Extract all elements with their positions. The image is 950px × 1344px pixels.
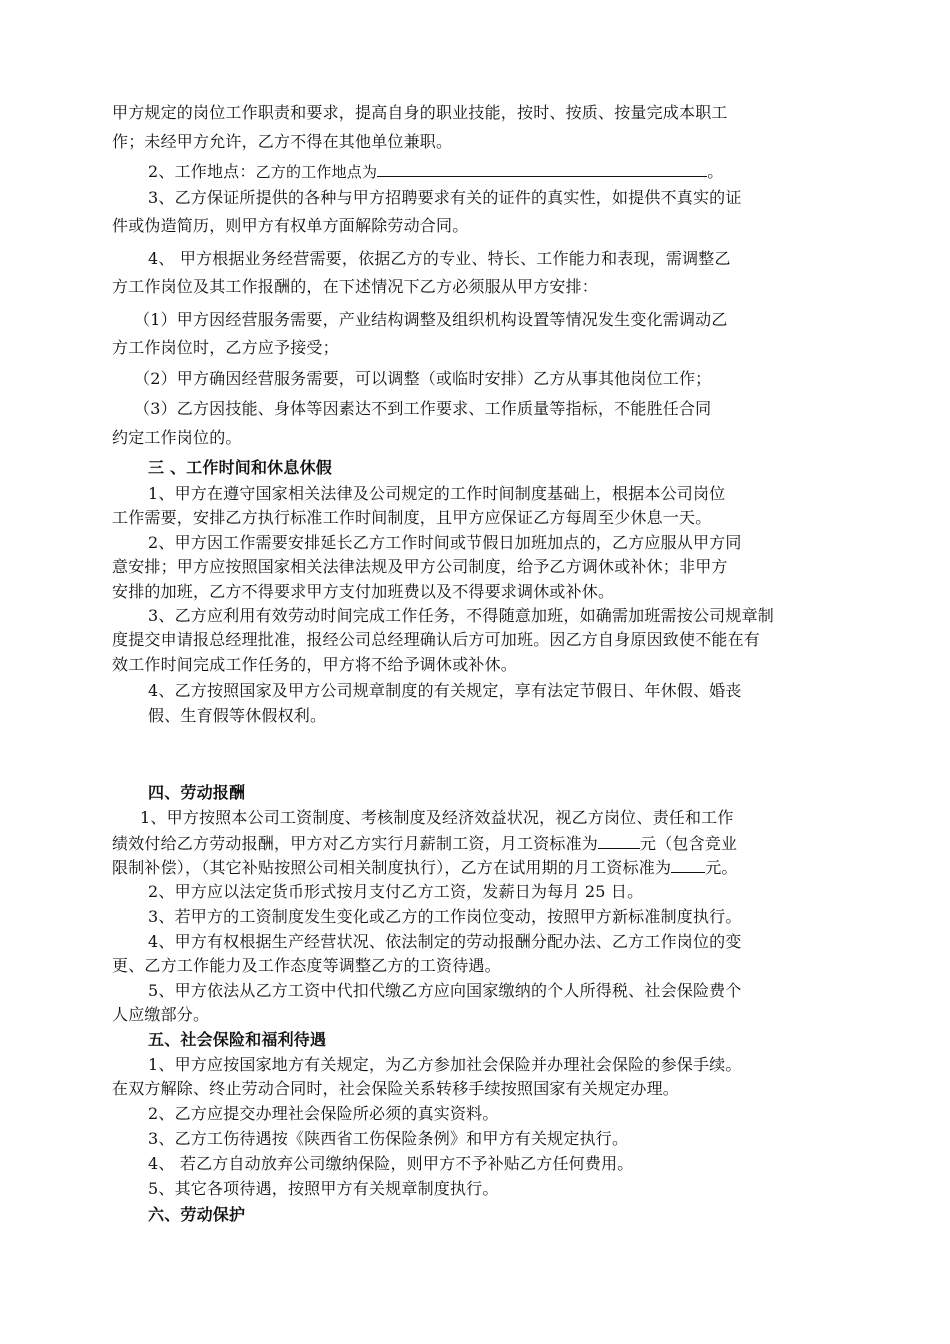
paragraph-line: 效工作时间完成工作任务的，甲方将不给予调休或补休。 bbox=[112, 655, 518, 674]
section-heading: 四、劳动报酬 bbox=[148, 783, 246, 802]
paragraph-line: 1、甲方在遵守国家相关法律及公司规定的工作时间制度基础上，根据本公司岗位 bbox=[148, 484, 726, 503]
paragraph-line: 在双方解除、终止劳动合同时，社会保险关系转移手续按照国家有关规定办理。 bbox=[112, 1079, 680, 1098]
paragraph-line: 安排的加班，乙方不得要求甲方支付加班费以及不得要求调休或补休。 bbox=[112, 582, 615, 601]
list-item: （3）乙方因技能、身体等因素达不到工作要求、工作质量等指标，不能胜任合同 bbox=[134, 399, 712, 418]
paragraph-line: 2、乙方应提交办理社会保险所必须的真实资料。 bbox=[148, 1104, 499, 1123]
paragraph-line: 工作需要，安排乙方执行标准工作时间制度，且甲方应保证乙方每周至少休息一天。 bbox=[112, 508, 712, 527]
paragraph-line: 1、甲方应按国家地方有关规定，为乙方参加社会保险并办理社会保险的参保手续。 bbox=[148, 1055, 742, 1074]
list-item: 约定工作岗位的。 bbox=[112, 428, 242, 447]
paragraph-line: 5、其它各项待遇，按照甲方有关规章制度执行。 bbox=[148, 1179, 499, 1198]
paragraph-line: 4、 甲方根据业务经营需要，依据乙方的专业、特长、工作能力和表现，需调整乙 bbox=[148, 249, 731, 268]
paragraph-line: 4、乙方按照国家及甲方公司规章制度的有关规定，享有法定节假日、年休假、婚丧 bbox=[148, 681, 742, 700]
paragraph-line: 3、若甲方的工资制度发生变化或乙方的工作岗位变动，按照甲方新标准制度执行。 bbox=[148, 907, 742, 926]
paragraph-line: 方工作岗位及其工作报酬的，在下述情况下乙方必须服从甲方安排： bbox=[112, 277, 599, 296]
probation-salary-blank[interactable] bbox=[671, 856, 705, 873]
paragraph-line: 人应缴部分。 bbox=[112, 1005, 210, 1024]
paragraph-line: 度提交申请报总经理批准，报经公司总经理确认后方可加班。因乙方自身原因致使不能在有 bbox=[112, 630, 761, 649]
section-heading: 三 、工作时间和休息休假 bbox=[148, 458, 332, 477]
paragraph-line: 甲方规定的岗位工作职责和要求，提高自身的职业技能，按时、按质、按量完成本职工 bbox=[112, 103, 728, 122]
paragraph-line: 2、甲方应以法定货币形式按月支付乙方工资，发薪日为每月 25 日。 bbox=[148, 882, 644, 901]
paragraph-line: 5、甲方依法从乙方工资中代扣代缴乙方应向国家缴纳的个人所得税、社会保险费个 bbox=[148, 981, 742, 1000]
section-heading: 五、社会保险和福利待遇 bbox=[148, 1030, 327, 1049]
salary-text: 元（包含竞业 bbox=[640, 834, 738, 853]
list-item: （2）甲方确因经营服务需要，可以调整（或临时安排）乙方从事其他岗位工作； bbox=[134, 369, 712, 388]
list-item: （1）甲方因经营服务需要，产业结构调整及组织机构设置等情况发生变化需调动乙 bbox=[134, 310, 728, 329]
paragraph-line: 3、乙方保证所提供的各种与甲方招聘要求有关的证件的真实性，如提供不真实的证 bbox=[148, 188, 742, 207]
paragraph-line: 更、乙方工作能力及工作态度等调整乙方的工资待遇。 bbox=[112, 956, 501, 975]
paragraph-line: 意安排；甲方应按照国家相关法律法规及甲方公司制度，给予乙方调休或补休；非甲方 bbox=[112, 557, 728, 576]
work-location-prefix: 2、工作地点： bbox=[148, 162, 256, 181]
paragraph-line: 作；未经甲方允许，乙方不得在其他单位兼职。 bbox=[112, 132, 453, 151]
list-item: 方工作岗位时，乙方应予接受； bbox=[112, 338, 339, 357]
paragraph-line: 4、 若乙方自动放弃公司缴纳保险，则甲方不予补贴乙方任何费用。 bbox=[148, 1154, 634, 1173]
work-location-end: 。 bbox=[707, 162, 724, 181]
salary-text: 限制补偿），（其它补贴按照公司相关制度执行），乙方在试用期的月工资标准为 bbox=[112, 858, 672, 877]
monthly-salary-blank[interactable] bbox=[598, 832, 640, 849]
work-location-line bbox=[148, 160, 723, 183]
work-location-label: 乙方的工作地点为 bbox=[255, 163, 378, 181]
salary-line bbox=[112, 832, 737, 855]
paragraph-line: 1、甲方按照本公司工资制度、考核制度及经济效益状况，视乙方岗位、责任和工作 bbox=[140, 808, 734, 827]
probation-salary-line bbox=[112, 856, 738, 879]
paragraph-line: 件或伪造简历，则甲方有权单方面解除劳动合同。 bbox=[112, 216, 469, 235]
work-location-blank[interactable] bbox=[377, 160, 707, 177]
salary-text: 元。 bbox=[705, 858, 738, 877]
paragraph-line: 3、乙方工伤待遇按《陕西省工伤保险条例》和甲方有关规定执行。 bbox=[148, 1129, 629, 1148]
paragraph-line: 3、乙方应利用有效劳动时间完成工作任务，不得随意加班，如确需加班需按公司规章制 bbox=[148, 606, 774, 625]
paragraph-line: 4、甲方有权根据生产经营状况、依法制定的劳动报酬分配办法、乙方工作岗位的变 bbox=[148, 932, 742, 951]
paragraph-line: 2、甲方因工作需要安排延长乙方工作时间或节假日加班加点的，乙方应服从甲方同 bbox=[148, 533, 742, 552]
salary-text: 绩效付给乙方劳动报酬，甲方对乙方实行月薪制工资，月工资标准为 bbox=[112, 834, 599, 853]
paragraph-line: 假、生育假等休假权利。 bbox=[148, 706, 327, 725]
section-heading: 六、劳动保护 bbox=[148, 1205, 246, 1224]
